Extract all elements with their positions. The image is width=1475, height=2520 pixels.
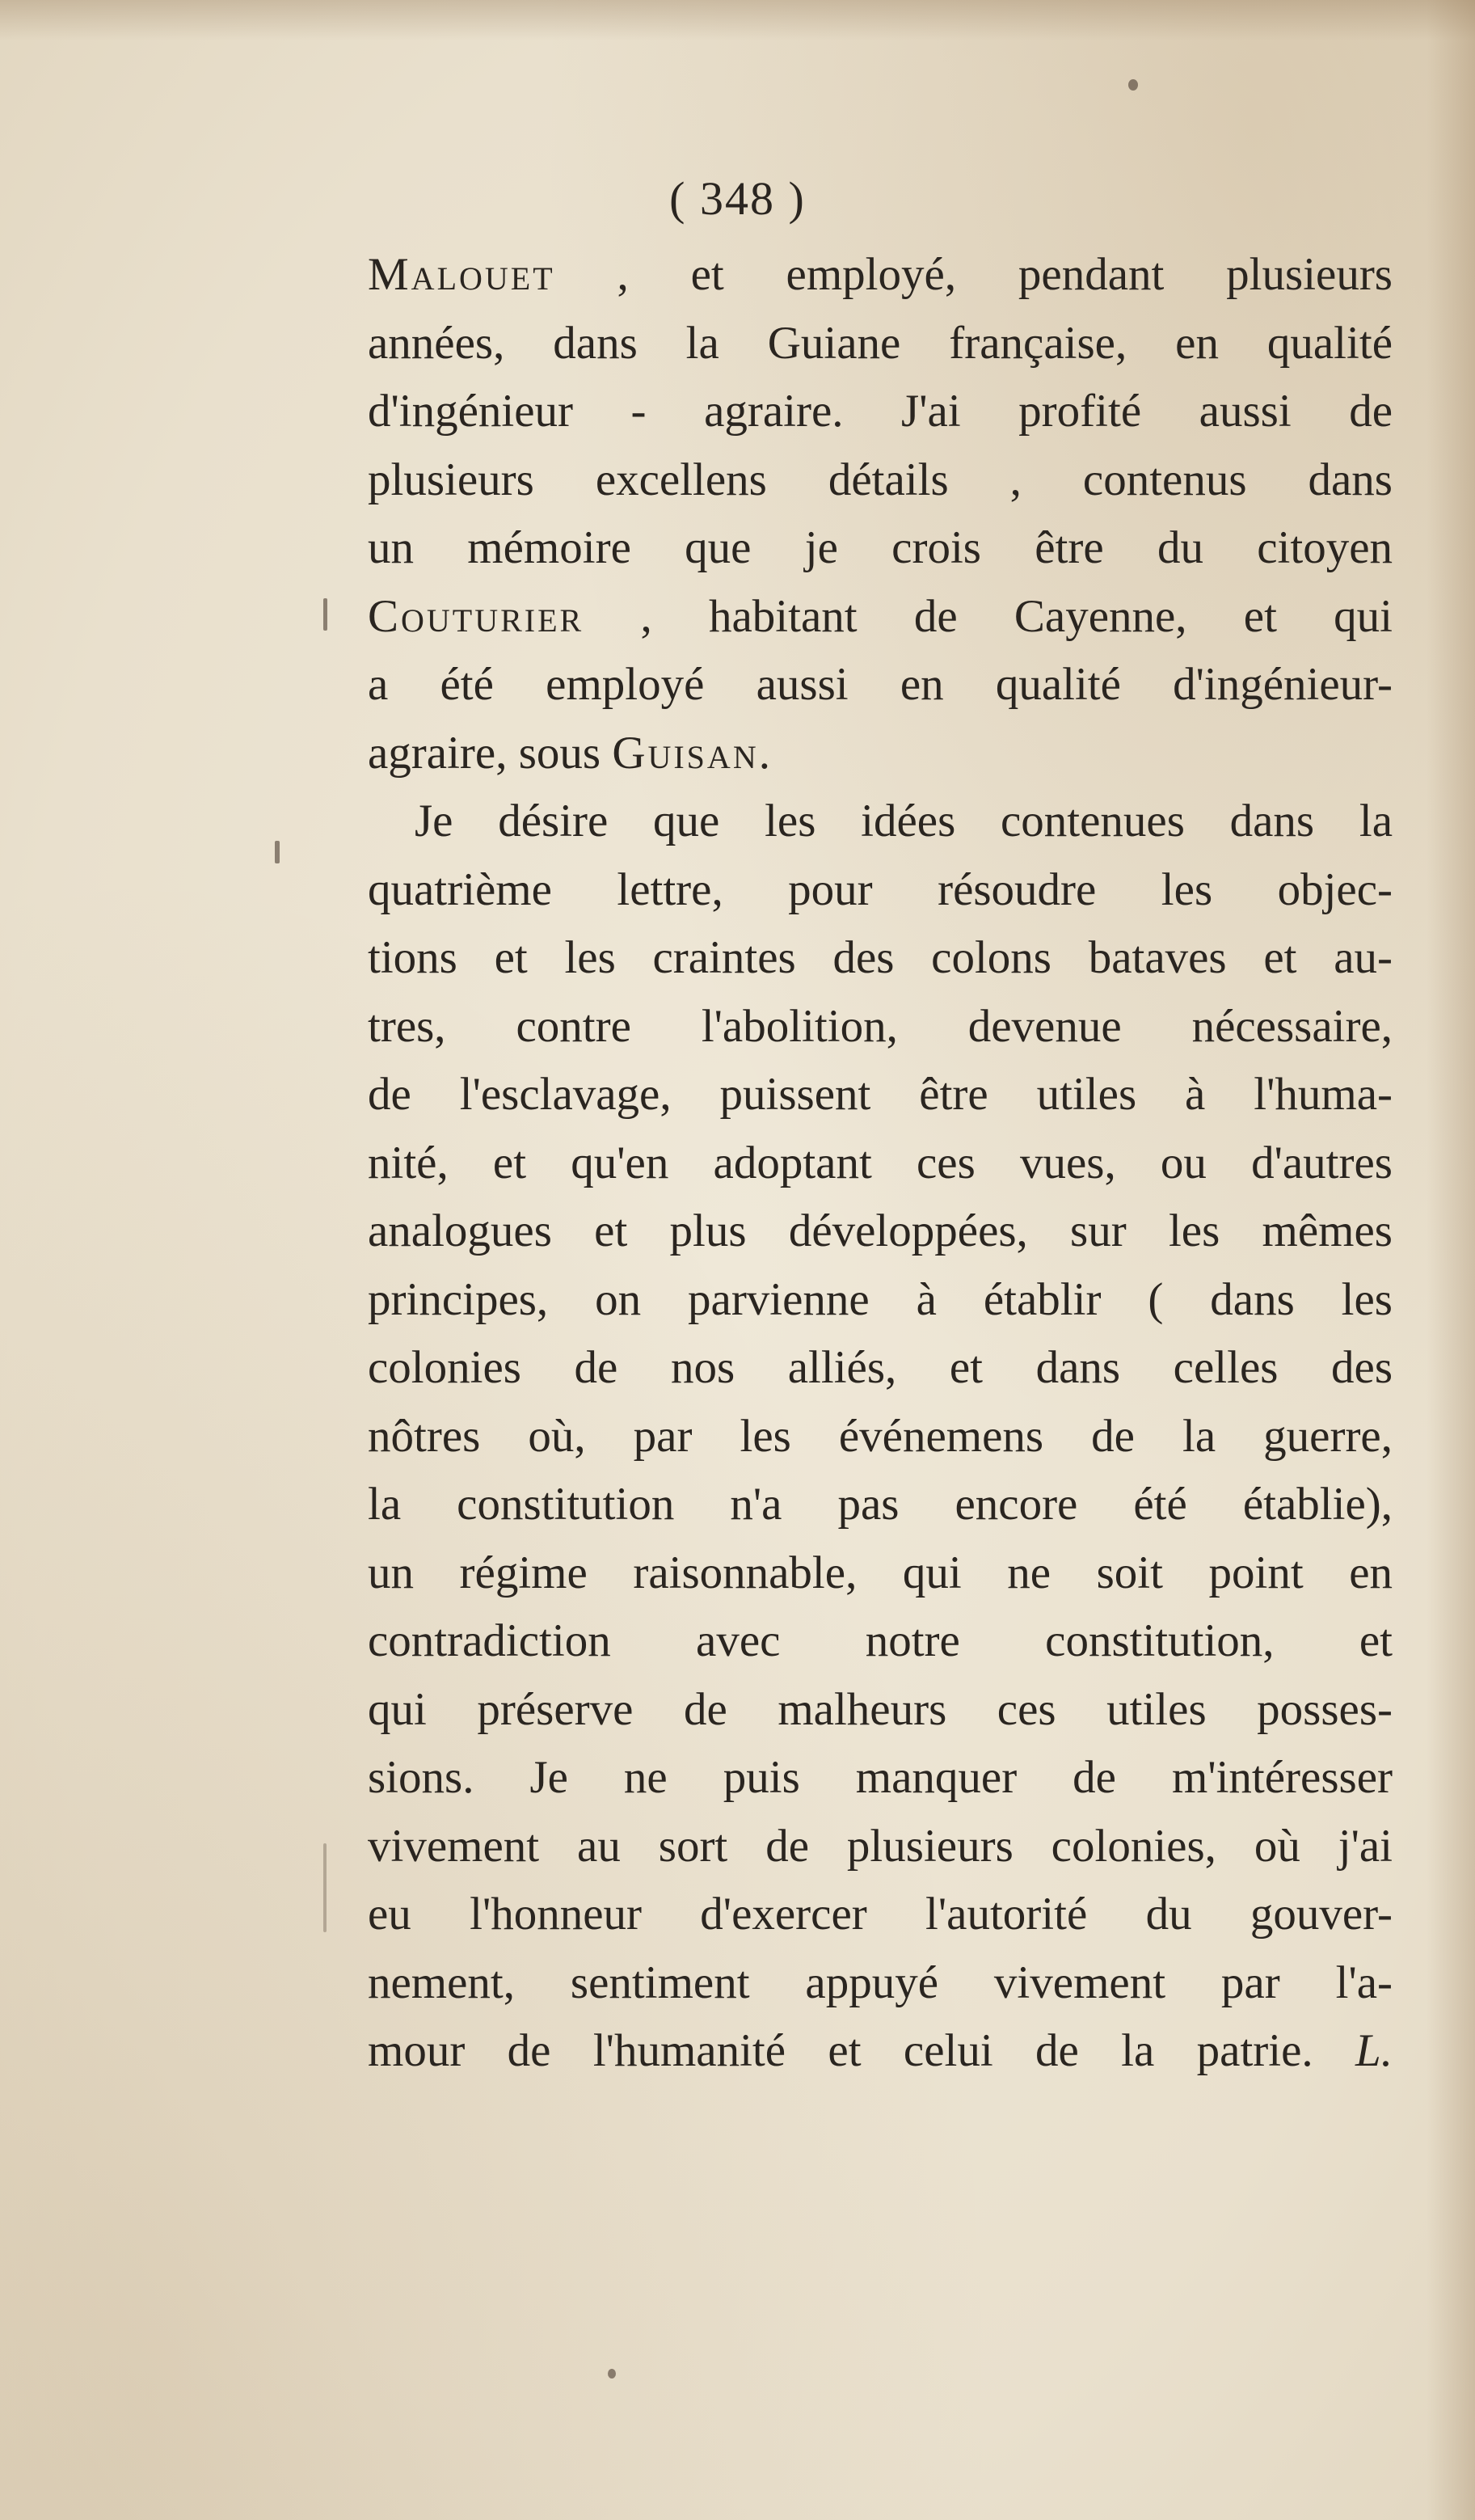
text-line: Couturier , habitant de Cayenne, et qui [368, 590, 1393, 642]
paragraph-1 [368, 241, 1393, 787]
text-line: nité, et qu'en adoptant ces vues, ou d'autres [368, 1137, 1393, 1188]
text-line: Je désire que les idées contenues dans la [415, 796, 1393, 846]
page-right-shadow [1427, 0, 1475, 2520]
text-line: années, dans la Guiane française, en qualité [368, 317, 1393, 369]
ink-speck [323, 598, 327, 631]
ink-speck [608, 2369, 616, 2379]
page-number: ( 348 ) [669, 172, 806, 225]
text-line: sions. Je ne puis manquer de m'intéresser [368, 1752, 1393, 1803]
text-line: analogues et plus développées, sur les mêmes [368, 1205, 1393, 1256]
text-line: agraire, sous Guisan. [368, 727, 770, 779]
text-line: de l'esclavage, puissent être utiles à l'huma- [368, 1069, 1393, 1120]
text-line: d'ingénieur - agraire. J'ai profité aussi de [368, 386, 1393, 437]
text-line: tions et les craintes des colons bataves et au- [368, 932, 1393, 983]
text-line: Malouet , et employé, pendant plusieurs [368, 249, 1393, 300]
text-line: a été employé aussi en qualité d'ingénieur- [368, 659, 1393, 710]
ink-speck [323, 1843, 327, 1932]
signature-initial: L. [1355, 2025, 1393, 2076]
name-malouet: Malouet [368, 249, 555, 300]
name-couturier: Couturier [368, 590, 584, 642]
text-line: la constitution n'a pas encore été établie), [368, 1479, 1393, 1530]
text-line: nement, sentiment appuyé vivement par l'a- [368, 1956, 1393, 2008]
page-top-shadow [0, 0, 1475, 40]
paragraph-2 [368, 787, 1393, 2086]
text-line: un mémoire que je crois être du citoyen [368, 522, 1393, 573]
body-text [368, 241, 1393, 2086]
text-line: mour de l'humanité et celui de la patrie. L. [368, 2025, 1393, 2076]
text-line: quatrième lettre, pour résoudre les objec- [368, 863, 1393, 915]
text-line: contradiction avec notre constitution, et [368, 1615, 1393, 1666]
text-line: vivement au sort de plusieurs colonies, où j'ai [368, 1820, 1393, 1872]
name-guisan: Guisan [612, 727, 759, 779]
text-line: eu l'honneur d'exercer l'autorité du gouver- [368, 1889, 1393, 1940]
text-line: nôtres où, par les événemens de la guerre, [368, 1410, 1393, 1462]
text-line: tres, contre l'abolition, devenue nécessaire, [368, 1000, 1393, 1052]
ink-speck [275, 841, 280, 863]
text-line: colonies de nos alliés, et dans celles des [368, 1342, 1393, 1393]
text-line: qui préserve de malheurs ces utiles posses- [368, 1683, 1393, 1735]
text-line: plusieurs excellens détails , contenus dans [368, 454, 1393, 505]
text-line: principes, on parvienne à établir ( dans les [368, 1273, 1393, 1325]
text-line: un régime raisonnable, qui ne soit point en [368, 1547, 1393, 1598]
ink-speck [1128, 79, 1138, 91]
